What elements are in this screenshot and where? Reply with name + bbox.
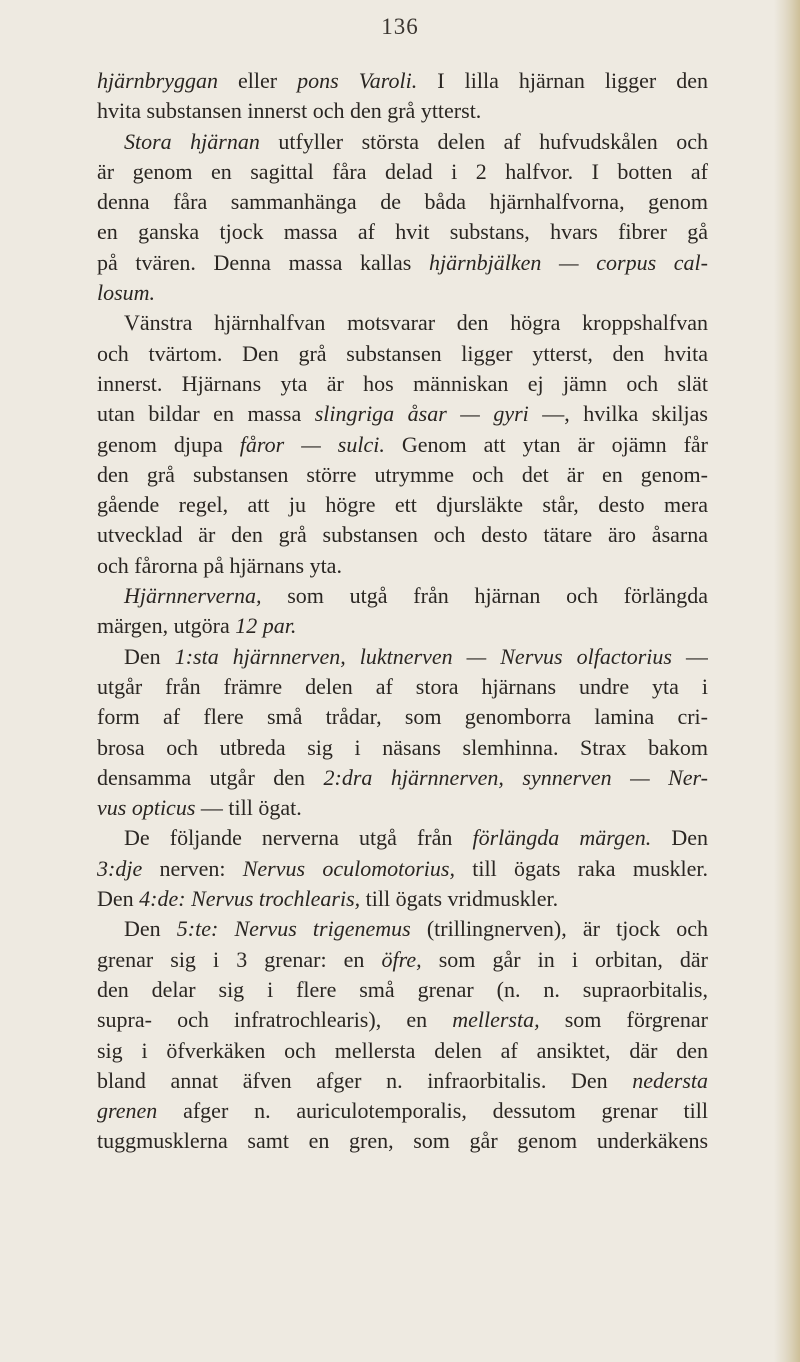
text-line (97, 217, 708, 247)
text-segment: som utgå från hjärnan och förlängda (261, 583, 708, 609)
text-line (97, 66, 708, 96)
italic-term: 4:de: Nervus trochlearis, (139, 886, 361, 912)
text-line (97, 399, 708, 429)
text-line (97, 1066, 708, 1096)
text-segment: en ganska tjock massa af hvit substans, hvars fibrer gå (97, 219, 708, 245)
text-segment: nerven: (142, 855, 243, 881)
text-body (97, 66, 708, 1157)
text-line (97, 702, 708, 732)
italic-term: mellersta, (452, 1007, 540, 1033)
italic-term: hjärnbryggan (97, 68, 218, 93)
italic-term: fåror — sulci. (239, 431, 385, 457)
text-segment: grenar sig i 3 grenar: en (97, 946, 382, 972)
text-segment: utfyller största delen af hufvudskålen och (259, 128, 708, 154)
text-segment: densamma utgår den (97, 764, 324, 790)
text-line (97, 187, 708, 217)
text-segment: utgår från främre delen af stora hjärnans undre yta i (97, 673, 708, 699)
text-line (97, 430, 708, 460)
text-line (97, 1005, 708, 1035)
italic-term: vus opticus (97, 795, 196, 821)
text-segment: gående regel, att ju högre ett djursläkte står, desto mera (97, 492, 708, 518)
text-line (97, 763, 708, 793)
text-line (97, 581, 708, 611)
italic-term: losum. (97, 280, 156, 306)
text-segment: Genom att ytan är ojämn får (384, 431, 708, 457)
text-line (97, 1096, 708, 1126)
text-line (97, 975, 708, 1005)
text-segment: den grå substansen större utrymme och det är en genom- (97, 461, 708, 487)
text-segment: hvita substansen innerst och den grå ytterst. (97, 98, 482, 124)
italic-term: 12 par. (235, 613, 297, 639)
text-line (97, 308, 708, 338)
text-segment: Vänstra hjärnhalfvan motsvarar den högra kroppshalfvan (124, 310, 708, 336)
italic-term: 1:sta hjärnnerven, luktnerven — Nervus olfactorius (174, 643, 672, 669)
text-segment: den delar sig i flere små grenar (n. n. supraorbitalis, (97, 976, 708, 1002)
page-number: 136 (381, 14, 419, 39)
italic-term: hjärnbjälken — corpus cal- (428, 249, 708, 275)
text-line (97, 490, 708, 520)
text-segment: tuggmusklerna samt en gren, som går genom underkäkens (97, 1128, 708, 1154)
text-segment: märgen, utgöra (97, 613, 236, 639)
italic-term: öfre, (381, 946, 422, 972)
text-segment: och tvärtom. Den grå substansen ligger ytterst, den hvita (97, 340, 708, 366)
text-segment: Den (124, 916, 177, 942)
italic-term: Hjärnnerverna, (124, 583, 262, 609)
text-line (97, 611, 708, 641)
text-line (97, 945, 708, 975)
italic-term: slingriga åsar — gyri (314, 401, 529, 427)
text-segment: som går in i orbitan, där (421, 946, 708, 972)
text-segment: (trillingnerven), är tjock och (410, 916, 708, 942)
text-segment: Den (651, 825, 708, 851)
text-segment: supra- och infratrochlearis), en (97, 1007, 453, 1033)
text-segment: — till ögat. (195, 795, 302, 821)
text-line (97, 520, 708, 550)
text-line (97, 884, 708, 914)
text-segment: form af flere små trådar, som genomborra lamina cri- (97, 704, 708, 730)
italic-term: nedersta (632, 1067, 708, 1093)
text-segment: bland annat äfven afger n. infraorbitalis. Den (97, 1067, 633, 1093)
text-line (97, 369, 708, 399)
italic-term: Stora hjärnan (124, 128, 260, 154)
text-line (97, 1036, 708, 1066)
page-edge (774, 0, 800, 1362)
italic-term: förlängda märgen. (472, 825, 652, 851)
text-segment: —, hvilka skiljas (528, 401, 708, 427)
text-line (97, 793, 708, 823)
text-line (97, 551, 708, 581)
text-line (97, 96, 708, 126)
text-segment: sig i öfverkäken och mellersta delen af ansiktet, där den (97, 1037, 708, 1063)
text-line (97, 854, 708, 884)
text-segment: De följande nerverna utgå från (124, 825, 473, 851)
text-line (97, 672, 708, 702)
text-line (97, 157, 708, 187)
text-segment: till ögats vridmuskler. (360, 886, 559, 912)
text-segment: Den (97, 886, 140, 912)
text-segment: genom djupa (97, 431, 240, 457)
text-segment: — (671, 643, 708, 669)
text-segment: Den (124, 643, 175, 669)
text-segment: I lilla hjärnan ligger den (417, 68, 708, 93)
italic-term: 2:dra hjärnnerven, synnerven — Ner- (323, 764, 708, 790)
text-segment: utvecklad är den grå substansen och desto tätare äro åsarna (97, 522, 708, 548)
text-line (97, 127, 708, 157)
text-segment: denna fåra sammanhänga de båda hjärnhalfvorna, genom (97, 189, 708, 215)
text-line (97, 339, 708, 369)
text-line (97, 278, 708, 308)
text-line (97, 1126, 708, 1156)
text-segment: afger n. auriculotemporalis, dessutom grenar till (157, 1098, 708, 1124)
italic-term: Nervus oculomotorius, (242, 855, 455, 881)
italic-term: grenen (97, 1098, 158, 1124)
text-line (97, 642, 708, 672)
text-segment: är genom en sagittal fåra delad i 2 halfvor. I botten af (97, 158, 708, 184)
text-line (97, 733, 708, 763)
text-line (97, 248, 708, 278)
text-segment: eller (218, 68, 298, 93)
text-segment: på tvären. Denna massa kallas (97, 249, 429, 275)
text-segment: innerst. Hjärnans yta är hos människan ej jämn och slät (97, 370, 708, 396)
text-line (97, 914, 708, 944)
text-line (97, 823, 708, 853)
italic-term: 3:dje (97, 855, 143, 881)
text-segment: utan bildar en massa (97, 401, 315, 427)
text-segment: brosa och utbreda sig i näsans slemhinna. Strax bakom (97, 734, 708, 760)
text-line (97, 460, 708, 490)
italic-term: 5:te: Nervus trigenemus (176, 916, 411, 942)
text-segment: och fårorna på hjärnans yta. (97, 552, 342, 578)
italic-term: pons Varoli. (297, 68, 418, 93)
text-segment: som förgrenar (539, 1007, 708, 1033)
text-segment: till ögats raka muskler. (454, 855, 708, 881)
